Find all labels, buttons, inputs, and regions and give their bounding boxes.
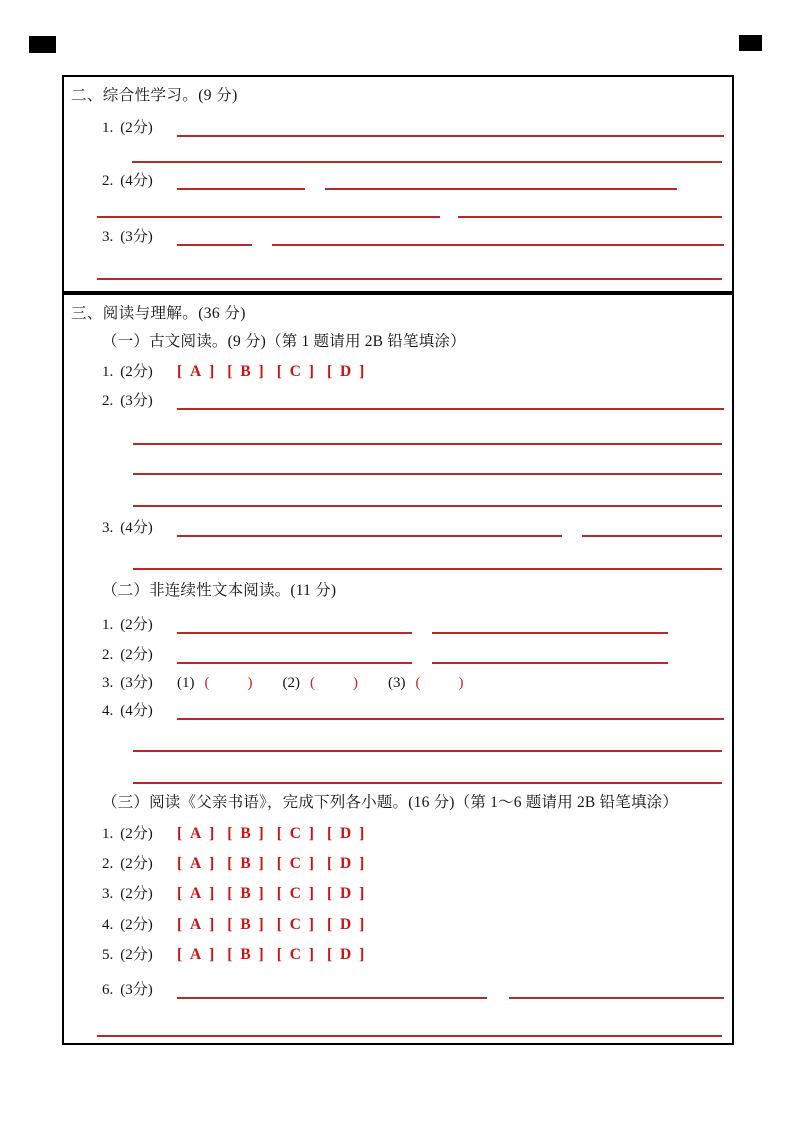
choice-c-bracket: [ C ] xyxy=(276,363,316,380)
answer-blank-line xyxy=(133,505,722,507)
question-number: 1. xyxy=(102,120,114,136)
choice-a-bracket: [ A ] xyxy=(177,946,217,963)
answer-blank-line xyxy=(458,216,722,218)
question-points: (2分) xyxy=(120,886,153,902)
answer-blank-line xyxy=(97,278,722,280)
answer-blank-line xyxy=(432,662,668,664)
answer-continuation-row xyxy=(64,190,732,218)
question-label xyxy=(102,613,177,634)
question-row xyxy=(64,664,732,692)
answer-blank-line xyxy=(177,408,724,410)
answer-blank-line xyxy=(133,568,722,570)
answer-continuation-row xyxy=(64,410,732,445)
choice-b-bracket: [ B ] xyxy=(227,363,266,380)
answer-blank-line xyxy=(133,782,722,784)
question-label xyxy=(102,978,177,999)
answer-blank-line xyxy=(177,632,412,634)
question-number: 5. xyxy=(102,947,114,963)
answer-blank-line xyxy=(133,473,722,475)
question-number: 3. xyxy=(102,520,114,536)
question-number: 3. xyxy=(102,886,114,902)
choice-a-bracket: [ A ] xyxy=(177,855,217,872)
choice-c-bracket: [ C ] xyxy=(276,946,316,963)
choice-d-bracket: [ D ] xyxy=(326,916,367,933)
section-box-comprehensive-learning xyxy=(62,75,734,293)
choice-bracket-group xyxy=(177,916,377,934)
question-row xyxy=(64,218,732,246)
subsection-title: （二）非连续性文本阅读。(11 分) xyxy=(102,582,337,599)
question-number: 2. xyxy=(102,393,114,409)
question-number: 1. xyxy=(102,826,114,842)
question-points: (3分) xyxy=(120,982,153,998)
question-row xyxy=(64,163,732,190)
question-label xyxy=(102,516,177,537)
question-row xyxy=(64,507,732,537)
question-label xyxy=(102,913,177,934)
question-number: 1. xyxy=(102,364,114,380)
paren-answer-group xyxy=(283,675,359,692)
answer-blank-line xyxy=(97,1035,722,1037)
question-number: 2. xyxy=(102,173,114,189)
choice-c-bracket: [ C ] xyxy=(276,825,316,842)
question-number: 2. xyxy=(102,856,114,872)
choice-b-bracket: [ B ] xyxy=(227,916,266,933)
question-points: (2分) xyxy=(120,947,153,963)
paren-answer-group xyxy=(388,675,464,692)
choice-d-bracket: [ D ] xyxy=(326,825,367,842)
question-number: 1. xyxy=(102,617,114,633)
choice-bracket-group xyxy=(177,885,377,903)
choice-b-bracket: [ B ] xyxy=(227,855,266,872)
choice-a-bracket: [ A ] xyxy=(177,363,217,380)
choice-c-bracket: [ C ] xyxy=(276,916,316,933)
question-points: (3分) xyxy=(120,229,153,245)
answer-blank-line xyxy=(177,662,412,664)
question-number: 3. xyxy=(102,229,114,245)
section-body xyxy=(64,321,732,1037)
answer-blank-line xyxy=(97,216,440,218)
answer-blank-line xyxy=(177,188,305,190)
subsection-title: （三）阅读《父亲书语》，完成下列各小题。(16 分)（第 1～6 题请用 2B 铅笔填涂） xyxy=(102,794,679,811)
question-row xyxy=(64,934,732,964)
open-paren: ( xyxy=(204,675,210,691)
answer-continuation-row xyxy=(64,752,732,784)
answer-continuation-row xyxy=(64,720,732,752)
question-number: 4. xyxy=(102,917,114,933)
answer-continuation-row xyxy=(64,137,732,163)
question-number: 3. xyxy=(102,675,114,691)
question-label xyxy=(102,943,177,964)
question-row xyxy=(64,843,732,873)
sub-item-number: (1) xyxy=(177,675,195,691)
question-label xyxy=(102,116,177,137)
answer-blank-line xyxy=(133,750,722,752)
answer-blank-line xyxy=(177,718,724,720)
question-label xyxy=(102,822,177,843)
question-number: 6. xyxy=(102,982,114,998)
question-label xyxy=(102,169,177,190)
choice-d-bracket: [ D ] xyxy=(326,885,367,902)
choice-a-bracket: [ A ] xyxy=(177,825,217,842)
question-points: (2分) xyxy=(120,856,153,872)
question-row xyxy=(64,812,732,843)
choice-b-bracket: [ B ] xyxy=(227,825,266,842)
question-number: 2. xyxy=(102,647,114,663)
section-body xyxy=(64,103,732,280)
question-label xyxy=(102,643,177,664)
registration-mark-right xyxy=(739,35,762,51)
close-paren: ) xyxy=(353,675,358,691)
answer-continuation-row xyxy=(64,999,732,1037)
question-points: (2分) xyxy=(120,826,153,842)
answer-continuation-row xyxy=(64,246,732,280)
choice-d-bracket: [ D ] xyxy=(326,363,367,380)
choice-bracket-group xyxy=(177,946,377,964)
question-label xyxy=(102,225,177,246)
question-points: (3分) xyxy=(120,675,153,691)
answer-blank-line xyxy=(133,443,722,445)
question-points: (2分) xyxy=(120,917,153,933)
choice-bracket-group xyxy=(177,363,377,381)
question-row xyxy=(64,873,732,903)
question-label xyxy=(102,852,177,873)
question-points: (2分) xyxy=(120,364,153,380)
question-number: 4. xyxy=(102,703,114,719)
question-row xyxy=(64,103,732,137)
paren-answer-group xyxy=(177,675,253,692)
question-label xyxy=(102,671,177,692)
answer-continuation-row xyxy=(64,445,732,475)
close-paren: ) xyxy=(247,675,253,691)
registration-mark-left xyxy=(29,36,56,53)
choice-bracket-group xyxy=(177,825,377,843)
answer-blank-line xyxy=(177,135,724,137)
answer-blank-line xyxy=(132,161,722,163)
question-row xyxy=(64,381,732,410)
question-row xyxy=(64,903,732,934)
sub-item-number: (3) xyxy=(388,675,406,691)
answer-blank-line xyxy=(509,997,724,999)
open-paren: ( xyxy=(415,675,421,691)
section-title: 三、阅读与理解。(36 分) xyxy=(71,305,246,322)
answer-blank-line xyxy=(272,244,724,246)
question-row xyxy=(64,351,732,381)
answer-continuation-row xyxy=(64,537,732,570)
answer-blank-line xyxy=(432,632,668,634)
question-points: (2分) xyxy=(120,647,153,663)
question-label xyxy=(102,699,177,720)
answer-blank-line xyxy=(325,188,677,190)
answer-blank-line xyxy=(177,535,562,537)
question-points: (4分) xyxy=(120,703,153,719)
close-paren: ) xyxy=(458,675,464,691)
question-row xyxy=(64,964,732,999)
open-paren: ( xyxy=(310,675,315,691)
question-label xyxy=(102,882,177,903)
question-row xyxy=(64,692,732,720)
answer-continuation-row xyxy=(64,475,732,507)
choice-bracket-group xyxy=(177,855,377,873)
answer-blank-line xyxy=(177,997,487,999)
subsection-title: （一）古文阅读。(9 分)（第 1 题请用 2B 铅笔填涂） xyxy=(102,333,466,350)
section-title: 二、综合性学习。(9 分) xyxy=(71,87,238,104)
question-row xyxy=(64,634,732,664)
section-box-reading-comprehension xyxy=(62,293,734,1045)
question-points: (2分) xyxy=(120,120,153,136)
choice-c-bracket: [ C ] xyxy=(276,885,316,902)
question-points: (4分) xyxy=(120,520,153,536)
choice-a-bracket: [ A ] xyxy=(177,916,217,933)
choice-b-bracket: [ B ] xyxy=(227,946,266,963)
question-points: (3分) xyxy=(120,393,153,409)
answer-blank-line xyxy=(582,535,722,537)
question-points: (2分) xyxy=(120,617,153,633)
question-label xyxy=(102,360,177,381)
question-row xyxy=(64,600,732,634)
answer-blank-line xyxy=(177,244,252,246)
choice-d-bracket: [ D ] xyxy=(326,855,367,872)
choice-b-bracket: [ B ] xyxy=(227,885,266,902)
question-points: (4分) xyxy=(120,173,153,189)
question-label xyxy=(102,389,177,410)
sub-item-number: (2) xyxy=(282,675,300,691)
choice-a-bracket: [ A ] xyxy=(177,885,217,902)
choice-c-bracket: [ C ] xyxy=(276,855,316,872)
choice-d-bracket: [ D ] xyxy=(326,946,367,963)
